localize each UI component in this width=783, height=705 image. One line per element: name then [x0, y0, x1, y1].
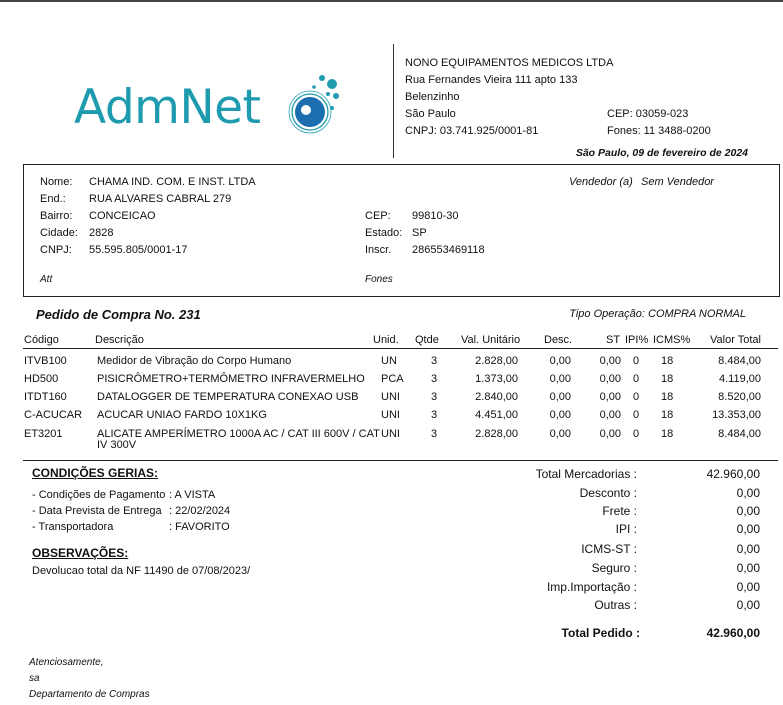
total-value: 0,00 — [736, 561, 760, 575]
cell-st: 0,00 — [599, 373, 621, 385]
condition-value: : FAVORITO — [169, 521, 230, 533]
cell-icms: 18 — [661, 373, 674, 385]
client-nome-label: Nome: — [40, 176, 73, 188]
header-divider — [393, 44, 394, 158]
client-estado-label: Estado: — [365, 227, 403, 239]
total-label: Frete : — [602, 504, 637, 518]
cell-val-unit: 2.828,00 — [475, 355, 518, 367]
cell-ipi: 0 — [633, 391, 640, 403]
table-bottom-rule — [23, 460, 778, 461]
cell-unid: PCA — [381, 373, 404, 385]
cell-descricao: ALICATE AMPERÍMETRO 1000A AC / CAT III 600V / CAT — [97, 428, 380, 440]
cell-qtde: 3 — [431, 391, 438, 403]
cell-ipi: 0 — [633, 373, 640, 385]
cell-desc: 0,00 — [549, 355, 571, 367]
th-desc: Desc. — [544, 334, 573, 346]
vendedor-label: Vendedor (a) — [569, 176, 633, 188]
cell-val-unit: 4.451,00 — [475, 409, 518, 421]
cell-desc: 0,00 — [549, 428, 571, 440]
cell-total: 4.119,00 — [718, 373, 761, 385]
cell-total: 8.484,00 — [718, 428, 761, 440]
cell-descricao-continued: IV 300V — [97, 439, 137, 451]
condition-label: - Data Prevista de Entrega — [32, 505, 162, 517]
cell-descricao: Medidor de Vibração do Corpo Humano — [97, 355, 292, 367]
total-pedido-label: Total Pedido : — [561, 626, 640, 640]
total-label: Desconto : — [579, 486, 637, 500]
cell-codigo: ITDT160 — [24, 391, 67, 403]
logo-text: AdmNet — [74, 80, 261, 135]
client-estado: SP — [412, 227, 427, 239]
cell-total: 8.484,00 — [718, 355, 761, 367]
total-label: IPI : — [615, 522, 637, 536]
th-unid: Unid. — [373, 334, 399, 346]
client-end-label: End.: — [40, 193, 66, 205]
cell-qtde: 3 — [431, 409, 438, 421]
cell-desc: 0,00 — [549, 373, 571, 385]
total-value: 0,00 — [736, 542, 760, 556]
total-label: Imp.Importação : — [546, 580, 637, 594]
total-label: Total Mercadorias : — [535, 467, 637, 481]
condition-value: : A VISTA — [169, 489, 216, 501]
client-cidade: 2828 — [89, 227, 114, 239]
total-label: ICMS-ST : — [581, 542, 637, 556]
th-qtde: Qtde — [415, 334, 439, 346]
total-value: 0,00 — [736, 504, 760, 518]
cell-unid: UNI — [381, 391, 400, 403]
top-border — [0, 0, 783, 2]
th-descricao: Descrição — [95, 334, 144, 346]
cell-icms: 18 — [661, 409, 674, 421]
client-fones-label: Fones — [365, 274, 393, 285]
signature-line1: Atenciosamente, — [29, 657, 104, 668]
th-total: Valor Total — [710, 334, 761, 346]
th-st: ST — [606, 334, 621, 346]
cell-desc: 0,00 — [549, 391, 571, 403]
total-label: Outras : — [594, 598, 637, 612]
client-att-label: Att — [40, 274, 53, 285]
cell-val-unit: 2.828,00 — [475, 428, 518, 440]
th-icms: ICMS% — [653, 334, 691, 346]
client-inscr: 286553469118 — [412, 244, 485, 256]
observations-text: Devolucao total da NF 11490 de 07/08/2023/ — [32, 565, 251, 577]
company-cep: CEP: 03059-023 — [607, 108, 689, 120]
cell-unid: UNI — [381, 428, 400, 440]
client-bairro: CONCEICAO — [89, 210, 156, 222]
client-inscr-label: Inscr. — [365, 244, 392, 256]
logo-globe-icon — [280, 70, 350, 136]
condition-label: - Transportadora — [32, 521, 114, 533]
client-cidade-label: Cidade: — [40, 227, 78, 239]
cell-codigo: ITVB100 — [24, 355, 67, 367]
client-cep: 99810-30 — [412, 210, 459, 222]
cell-total: 8.520,00 — [718, 391, 761, 403]
client-bairro-label: Bairro: — [40, 210, 73, 222]
client-end: RUA ALVARES CABRAL 279 — [89, 193, 232, 205]
client-nome: CHAMA IND. COM. E INST. LTDA — [89, 176, 256, 188]
cell-qtde: 3 — [431, 428, 438, 440]
cell-desc: 0,00 — [549, 409, 571, 421]
company-cnpj: CNPJ: 03.741.925/0001-81 — [405, 125, 539, 137]
observations-title: OBSERVAÇÕES: — [32, 546, 129, 560]
company-name: NONO EQUIPAMENTOS MEDICOS LTDA — [405, 57, 614, 69]
company-district: Belenzinho — [405, 91, 460, 103]
total-value: 0,00 — [736, 598, 760, 612]
condition-value: : 22/02/2024 — [169, 505, 231, 517]
cell-ipi: 0 — [633, 428, 640, 440]
cell-descricao: DATALOGGER DE TEMPERATURA CONEXAO USB — [97, 391, 359, 403]
cell-unid: UNI — [381, 409, 400, 421]
company-city: São Paulo — [405, 108, 456, 120]
signature-line2: sa — [29, 673, 40, 684]
company-phones: Fones: 11 3488-0200 — [607, 125, 711, 137]
cell-qtde: 3 — [431, 355, 438, 367]
th-ipi: IPI% — [625, 334, 649, 346]
th-val-unit: Val. Unitário — [461, 334, 521, 346]
th-codigo: Código — [24, 334, 59, 346]
cell-val-unit: 1.373,00 — [475, 373, 518, 385]
cell-codigo: C-ACUCAR — [24, 409, 83, 421]
cell-icms: 18 — [661, 391, 674, 403]
condition-label: - Condições de Pagamento — [32, 489, 166, 501]
cell-icms: 18 — [661, 355, 674, 367]
cell-codigo: HD500 — [24, 373, 59, 385]
total-value: 0,00 — [736, 522, 760, 536]
cell-qtde: 3 — [431, 373, 438, 385]
cell-st: 0,00 — [599, 428, 621, 440]
company-street: Rua Fernandes Vieira 111 apto 133 — [405, 74, 578, 86]
conditions-title: CONDIÇÕES GERIAS: — [32, 466, 159, 480]
cell-total: 13.353,00 — [712, 409, 761, 421]
cell-descricao: ACUCAR UNIAO FARDO 10X1KG — [97, 409, 267, 421]
cell-unid: UN — [381, 355, 397, 367]
total-value: 0,00 — [736, 580, 760, 594]
total-pedido-value: 42.960,00 — [706, 626, 760, 640]
total-value: 0,00 — [736, 486, 760, 500]
client-cep-label: CEP: — [365, 210, 391, 222]
table-header-rule — [23, 348, 778, 349]
order-title: Pedido de Compra No. 231 — [36, 307, 201, 322]
client-cnpj-label: CNPJ: — [40, 244, 72, 256]
date-line: São Paulo, 09 de fevereiro de 2024 — [575, 147, 748, 159]
cell-st: 0,00 — [599, 355, 621, 367]
client-cnpj: 55.595.805/0001-17 — [89, 244, 188, 256]
cell-ipi: 0 — [633, 409, 640, 421]
cell-ipi: 0 — [633, 355, 640, 367]
total-label: Seguro : — [591, 561, 637, 575]
cell-st: 0,00 — [599, 409, 621, 421]
cell-st: 0,00 — [599, 391, 621, 403]
cell-codigo: ET3201 — [24, 428, 63, 440]
cell-icms: 18 — [661, 428, 674, 440]
signature-line3: Departamento de Compras — [29, 689, 150, 700]
cell-descricao: PISICRÔMETRO+TERMÔMETRO INFRAVERMELHO — [97, 373, 365, 385]
cell-val-unit: 2.840,00 — [475, 391, 518, 403]
total-value: 42.960,00 — [706, 467, 760, 481]
tipo-operacao: Tipo Operação: COMPRA NORMAL — [569, 308, 746, 320]
vendedor-value: Sem Vendedor — [641, 176, 714, 188]
